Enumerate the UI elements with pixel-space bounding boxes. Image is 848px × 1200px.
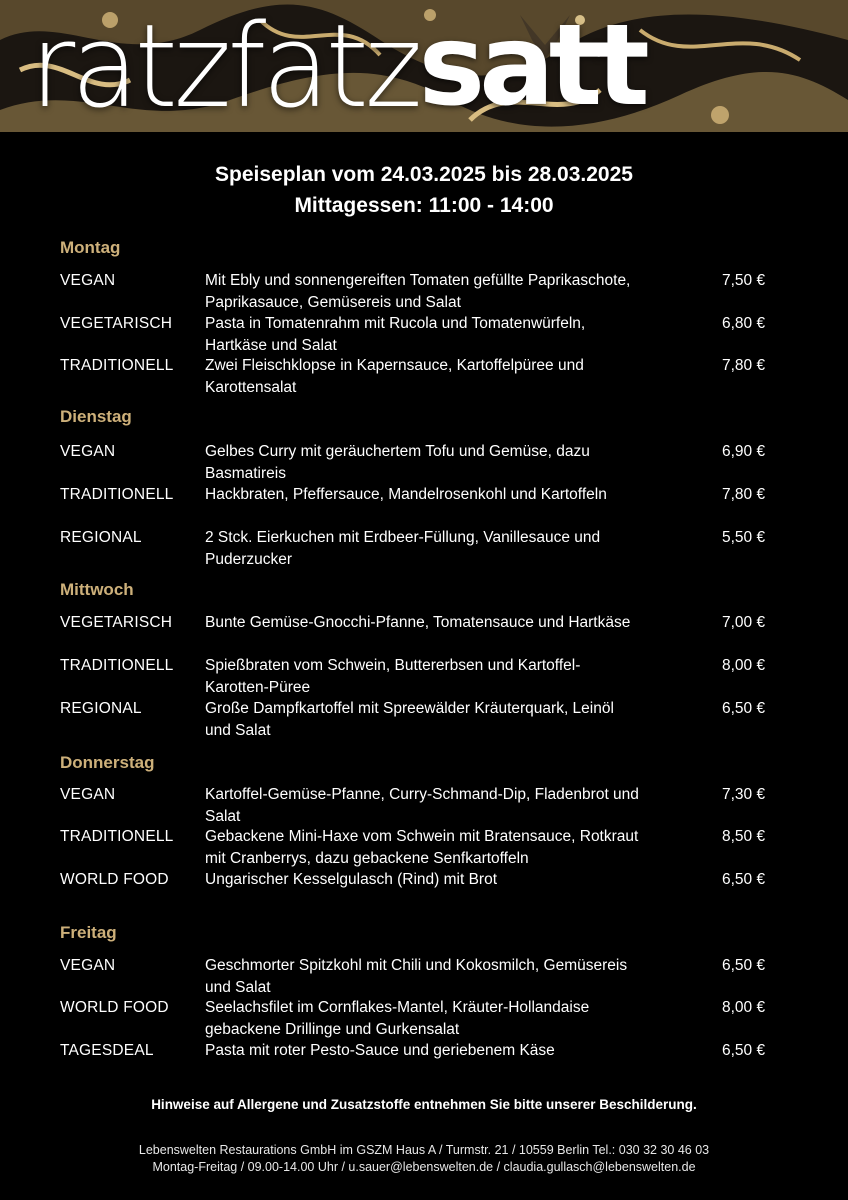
day-heading-mittwoch: Mittwoch <box>60 580 134 599</box>
menu-item-price: 8,50 € <box>722 828 766 845</box>
menu-item-price: 6,50 € <box>722 871 766 888</box>
menu-item-price: 6,80 € <box>722 315 766 332</box>
menu-item-category: WORLD FOOD <box>60 999 169 1016</box>
menu-item-category: TRADITIONELL <box>60 828 174 845</box>
menu-item-price: 8,00 € <box>722 657 766 674</box>
menu-item-description <box>205 270 710 314</box>
description-line: Hackbraten, Pfeffersauce, Mandelrosenkohl und Kartoffeln <box>205 486 607 503</box>
menu-item-price: 6,50 € <box>722 957 766 974</box>
description-line: Basmatireis <box>205 465 286 482</box>
description-line: Pasta mit roter Pesto-Sauce und geriebenem Käse <box>205 1042 555 1059</box>
description-line: Gelbes Curry mit geräuchertem Tofu und Gemüse, dazu <box>205 443 590 460</box>
menu-item-description <box>205 612 710 634</box>
menu-item-category: VEGAN <box>60 443 116 460</box>
description-line: und Salat <box>205 979 271 996</box>
menu-item-category: REGIONAL <box>60 529 142 546</box>
menu-item-category: VEGAN <box>60 786 116 803</box>
menu-item-category: WORLD FOOD <box>60 871 169 888</box>
menu-item-description <box>205 698 710 742</box>
menu-item-description <box>205 313 710 357</box>
day-heading-freitag: Freitag <box>60 923 117 942</box>
description-line: 2 Stck. Eierkuchen mit Erdbeer-Füllung, Vanillesauce und <box>205 529 601 546</box>
description-line: Salat <box>205 808 241 825</box>
description-line: Gebackene Mini-Haxe vom Schwein mit Bratensauce, Rotkraut <box>205 828 639 845</box>
header-banner <box>0 0 848 132</box>
menu-item-price: 8,00 € <box>722 999 766 1016</box>
description-line: Pasta in Tomatenrahm mit Rucola und Tomatenwürfeln, <box>205 315 586 332</box>
menu-item-description <box>205 441 710 485</box>
menu-item-description <box>205 997 710 1041</box>
description-line: Hartkäse und Salat <box>205 337 337 354</box>
menu-item-price: 7,30 € <box>722 786 766 803</box>
description-line: gebackene Drillinge und Gurkensalat <box>205 1021 460 1038</box>
menu-item-category: TAGESDEAL <box>60 1042 154 1059</box>
description-line: Geschmorter Spitzkohl mit Chili und Kokosmilch, Gemüsereis <box>205 957 628 974</box>
description-line: Ungarischer Kesselgulasch (Rind) mit Brot <box>205 871 498 888</box>
menu-item-description <box>205 784 710 828</box>
day-heading-montag: Montag <box>60 238 121 257</box>
description-line: Seelachsfilet im Cornflakes-Mantel, Kräuter-Hollandaise <box>205 999 590 1016</box>
brand-logo-bold: satt <box>418 1 644 131</box>
menu-item-description <box>205 527 710 571</box>
description-line: Bunte Gemüse-Gnocchi-Pfanne, Tomatensauce und Hartkäse <box>205 614 631 631</box>
menu-item-description <box>205 355 710 399</box>
menu-title: Speiseplan vom 24.03.2025 bis 28.03.2025 <box>215 163 633 186</box>
menu-item-description <box>205 826 710 870</box>
description-line: Mit Ebly und sonnengereiften Tomaten gefüllte Paprikaschote, <box>205 272 631 289</box>
menu-item-description <box>205 1040 710 1062</box>
menu-item-price: 7,50 € <box>722 272 766 289</box>
menu-item-category: TRADITIONELL <box>60 657 174 674</box>
menu-item-category: TRADITIONELL <box>60 357 174 374</box>
description-line: Zwei Fleischklopse in Kapernsauce, Kartoffelpüree und <box>205 357 584 374</box>
description-line: Paprikasauce, Gemüsereis und Salat <box>205 294 461 311</box>
allergen-notice: Hinweise auf Allergene und Zusatzstoffe entnehmen Sie bitte unserer Beschilderung. <box>151 1097 697 1112</box>
menu-item-price: 6,50 € <box>722 700 766 717</box>
menu-item-description <box>205 869 710 891</box>
brand-logo <box>30 0 830 132</box>
description-line: Karotten-Püree <box>205 679 311 696</box>
menu-item-category: VEGETARISCH <box>60 614 173 631</box>
day-heading-dienstag: Dienstag <box>60 407 132 426</box>
menu-item-price: 6,50 € <box>722 1042 766 1059</box>
description-line: Spießbraten vom Schwein, Buttererbsen und Kartoffel- <box>205 657 581 674</box>
description-line: Karottensalat <box>205 379 297 396</box>
menu-item-price: 6,90 € <box>722 443 766 460</box>
footer-contact: Montag-Freitag / 09.00-14.00 Uhr / u.sauer@lebenswelten.de / claudia.gullasch@lebenswelten.de <box>152 1160 696 1174</box>
menu-item-category: VEGAN <box>60 957 116 974</box>
menu-item-description <box>205 955 710 999</box>
menu-item-description <box>205 655 710 699</box>
lunch-hours: Mittagessen: 11:00 - 14:00 <box>294 194 554 217</box>
description-line: und Salat <box>205 722 271 739</box>
description-line: Kartoffel-Gemüse-Pfanne, Curry-Schmand-Dip, Fladenbrot und <box>205 786 639 803</box>
menu-item-price: 7,80 € <box>722 357 766 374</box>
menu-item-category: VEGAN <box>60 272 116 289</box>
footer-address: Lebenswelten Restaurations GmbH im GSZM Haus A / Turmstr. 21 / 10559 Berlin Tel.: 030 32 30 46 03 <box>138 1143 710 1157</box>
menu-item-category: TRADITIONELL <box>60 486 174 503</box>
description-line: Puderzucker <box>205 551 293 568</box>
menu-item-price: 7,80 € <box>722 486 766 503</box>
menu-item-description <box>205 484 710 506</box>
description-line: mit Cranberrys, dazu gebackene Senfkartoffeln <box>205 850 529 867</box>
menu-item-price: 5,50 € <box>722 529 766 546</box>
description-line: Große Dampfkartoffel mit Spreewälder Kräuterquark, Leinöl <box>205 700 614 717</box>
brand-logo-thin: ratzfatz <box>30 0 419 132</box>
menu-item-category: REGIONAL <box>60 700 142 717</box>
day-heading-donnerstag: Donnerstag <box>60 753 155 772</box>
menu-item-price: 7,00 € <box>722 614 766 631</box>
menu-item-category: VEGETARISCH <box>60 315 173 332</box>
